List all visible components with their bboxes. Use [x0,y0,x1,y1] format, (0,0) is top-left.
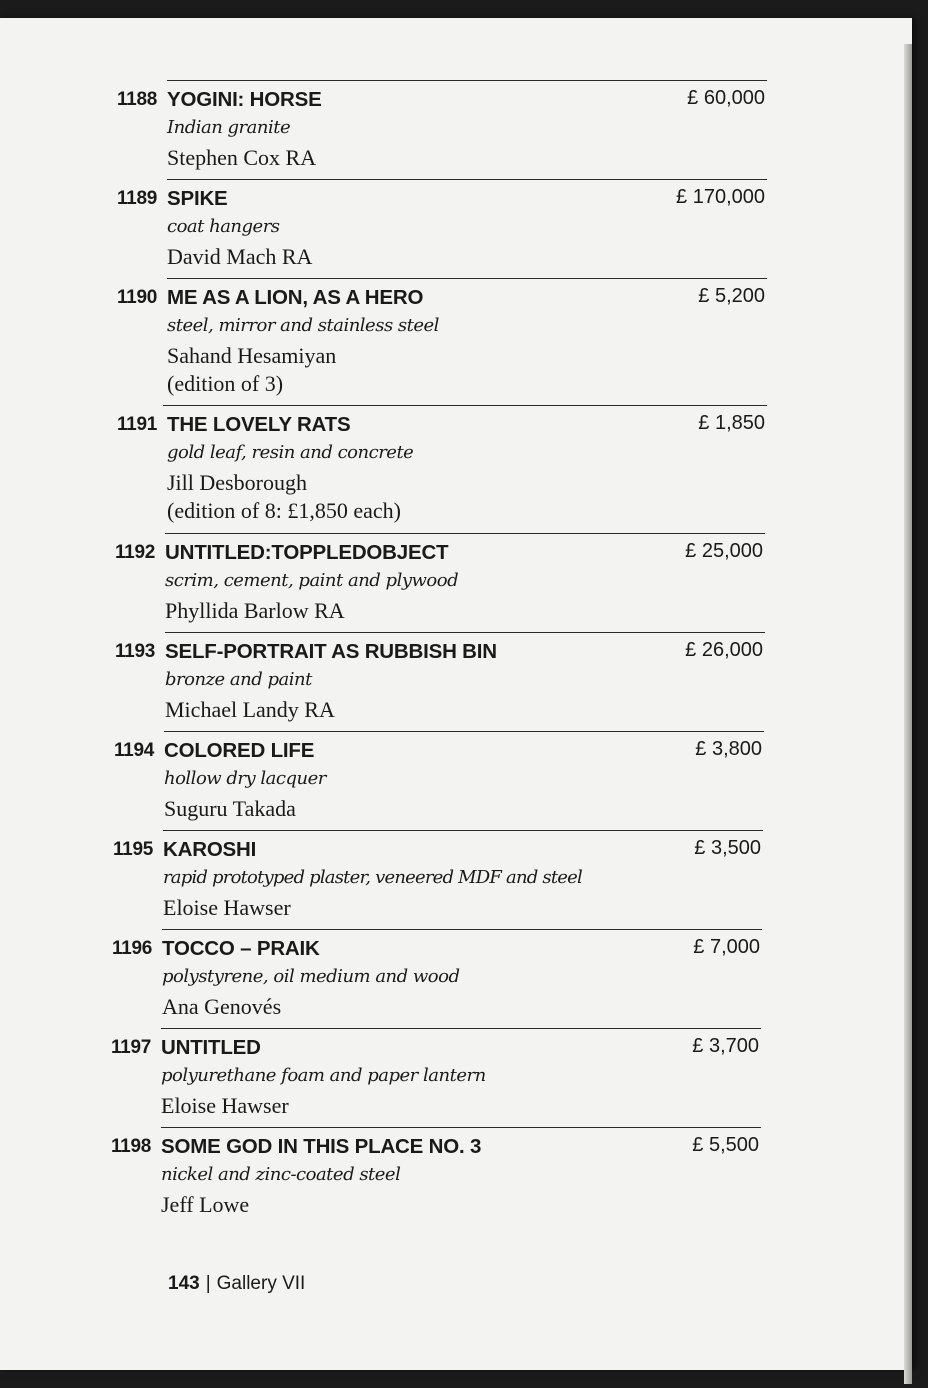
artwork-title: UNTITLED [161,1036,261,1059]
lot-number: 1190 [116,287,157,308]
artist: Ana Genovés [162,994,282,1019]
edition-note: (edition of 8: £1,850 each) [167,498,401,523]
lot-number: 1195 [112,839,153,860]
catalogue-entry [101,830,763,928]
lot-number: 1198 [110,1136,151,1157]
catalogue-entry [105,80,767,178]
catalogue-entry [105,405,767,531]
artist: Sahand Hesamiyan [167,343,337,368]
divider [164,731,764,732]
price: £ 3,800 [695,738,762,760]
artwork-title: UNTITLED:TOPPLEDOBJECT [165,541,449,564]
divider [161,1028,761,1029]
artwork-title: YOGINI: HORSE [167,88,322,111]
price: £ 5,500 [692,1134,759,1156]
artist: Jeff Lowe [161,1192,250,1217]
lot-number: 1194 [113,740,154,761]
medium: polystyrene, oil medium and wood [162,966,460,987]
medium: steel, mirror and stainless steel [167,315,439,336]
artist: David Mach RA [167,244,313,269]
medium: rapid prototyped plaster, veneered MDF and steel [163,867,582,888]
page-number: 143 [168,1273,200,1294]
lot-number: 1188 [116,89,157,110]
price: £ 5,200 [698,285,765,307]
artwork-title: ME AS A LION, AS A HERO [167,286,424,309]
artwork-title: THE LOVELY RATS [167,413,351,436]
artist: Phyllida Barlow RA [165,598,345,623]
divider [165,533,765,534]
artist: Stephen Cox RA [167,145,317,170]
lot-number: 1197 [110,1037,151,1058]
divider [167,179,767,180]
divider [165,632,765,633]
medium: coat hangers [167,216,280,237]
lot-number: 1189 [116,188,157,209]
catalogue-entry [103,632,765,730]
artwork-title: SOME GOD IN THIS PLACE NO. 3 [161,1135,482,1158]
artwork-title: SPIKE [167,187,228,210]
catalogue-page [0,18,912,1370]
medium: bronze and paint [165,669,312,690]
catalogue-entry [99,1127,761,1225]
medium: Indian granite [167,117,291,138]
catalogue-entry [102,731,764,829]
page-edge [904,44,912,1384]
divider [161,1127,761,1128]
lot-number: 1193 [114,641,155,662]
lot-number: 1191 [116,414,157,435]
catalogue-entry [100,929,762,1027]
artist: Jill Desborough [167,470,307,495]
divider [167,278,767,279]
medium: polyurethane foam and paper lantern [161,1065,486,1086]
artist: Michael Landy RA [165,697,335,722]
section-name: Gallery VII [216,1273,306,1294]
artwork-title: KAROSHI [163,838,257,861]
medium: nickel and zinc-coated steel [161,1164,401,1185]
artwork-title: COLORED LIFE [164,739,315,762]
price: £ 25,000 [685,540,763,562]
medium: scrim, cement, paint and plywood [165,570,459,591]
artist: Eloise Hawser [163,895,291,920]
divider [162,929,762,930]
price: £ 7,000 [693,936,760,958]
catalogue-entry [103,533,765,631]
divider [163,830,763,831]
price: £ 3,700 [692,1035,759,1057]
price: £ 1,850 [698,412,765,434]
price: £ 3,500 [694,837,761,859]
artist: Suguru Takada [164,796,296,821]
artwork-title: TOCCO – PRAIK [162,937,320,960]
lot-number: 1196 [111,938,152,959]
divider [163,405,767,406]
artist: Eloise Hawser [161,1093,289,1118]
page-footer [168,1273,305,1295]
catalogue-entry [99,1028,761,1126]
footer-separator: | [205,1273,211,1294]
price: £ 60,000 [687,87,765,109]
lot-number: 1192 [114,542,155,563]
medium: gold leaf, resin and concrete [167,442,414,463]
divider [167,80,767,81]
artwork-title: SELF-PORTRAIT AS RUBBISH BIN [165,640,497,663]
catalogue-entry [105,179,767,277]
price: £ 170,000 [676,186,765,208]
medium: hollow dry lacquer [164,768,326,789]
edition-note: (edition of 3) [167,371,284,396]
catalogue-entry [105,278,767,404]
price: £ 26,000 [685,639,763,661]
